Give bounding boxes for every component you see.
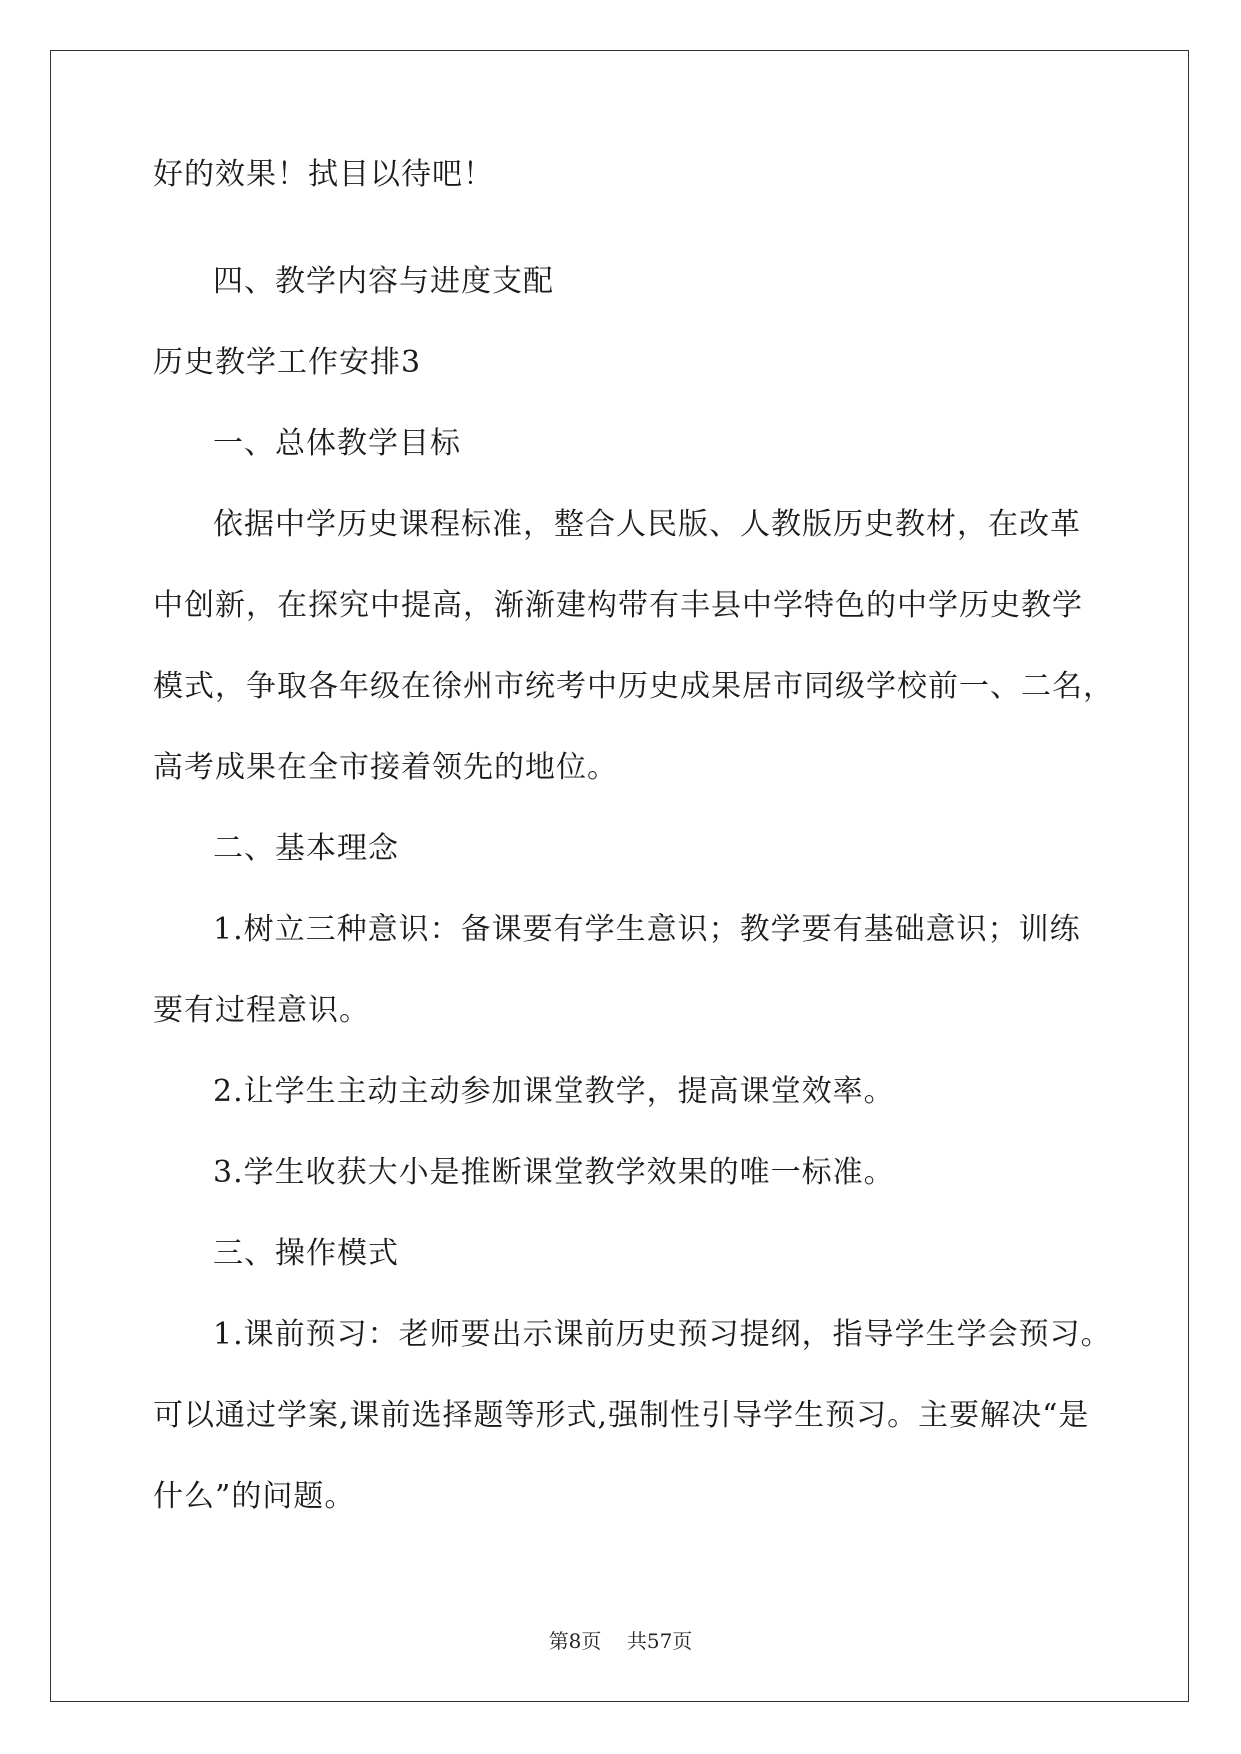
section-heading: 一、总体教学目标 [213, 426, 461, 461]
text-line: 高考成果在全市接着领先的地位。 [153, 750, 618, 785]
section-heading: 三、操作模式 [213, 1236, 399, 1271]
text-line: 可以通过学案,课前选择题等形式,强制性引导学生预习。主要解决“是 [153, 1398, 1090, 1433]
section-heading: 二、基本理念 [213, 831, 399, 866]
section-heading: 四、教学内容与进度支配 [213, 264, 554, 299]
text-line: 模式，争取各年级在徐州市统考中历史成果居市同级学校前一、二名， [153, 669, 1114, 704]
document-title: 历史教学工作安排3 [153, 345, 422, 380]
text-line: 1.树立三种意识：备课要有学生意识；教学要有基础意识；训练 [213, 912, 1081, 947]
text-line: 要有过程意识。 [153, 993, 370, 1028]
text-line: 什么”的问题。 [153, 1479, 356, 1514]
text-line: 1.课前预习：老师要出示课前历史预习提纲，指导学生学会预习。 [213, 1317, 1112, 1352]
page-number: 第8页 [548, 1629, 602, 1653]
text-line: 依据中学历史课程标准，整合人民版、人教版历史教材，在改革 [213, 507, 1081, 542]
text-line: 好的效果！拭目以待吧！ [153, 157, 494, 192]
page-total: 共57页 [626, 1629, 693, 1653]
text-line: 2.让学生主动主动参加课堂教学，提高课堂效率。 [213, 1074, 895, 1109]
document-body [153, 157, 1114, 1537]
text-line: 3.学生收获大小是推断课堂教学效果的唯一标准。 [213, 1155, 895, 1190]
page-footer [0, 1625, 1241, 1654]
text-line: 中创新，在探究中提高，渐渐建构带有丰县中学特色的中学历史教学 [153, 588, 1083, 623]
